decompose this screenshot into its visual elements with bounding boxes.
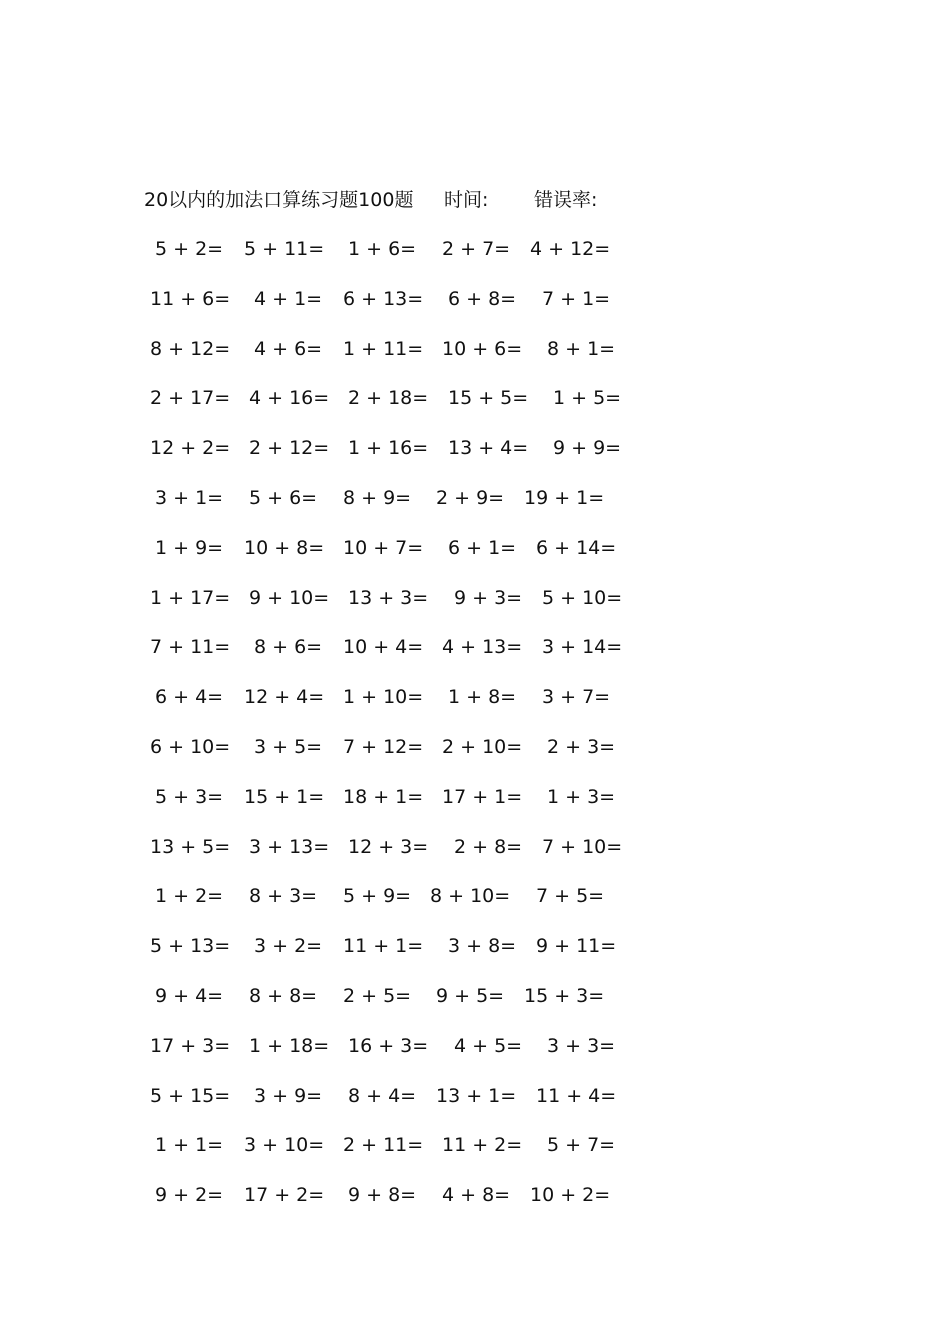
addition-problem: 7 + 12= xyxy=(343,735,424,758)
problem-row xyxy=(0,535,950,585)
addition-problem: 5 + 7= xyxy=(547,1134,616,1157)
addition-problem: 5 + 11= xyxy=(244,238,325,260)
addition-problem: 12 + 4= xyxy=(244,686,325,709)
worksheet-title: 20以内的加法口算练习题100题 xyxy=(144,189,414,211)
addition-problem: 4 + 5= xyxy=(454,1034,523,1057)
addition-problem: 2 + 8= xyxy=(454,835,523,858)
addition-problem: 9 + 8= xyxy=(348,1184,417,1207)
addition-problem: 1 + 5= xyxy=(553,387,622,410)
addition-problem: 7 + 11= xyxy=(150,636,231,659)
addition-problem: 5 + 6= xyxy=(249,486,318,509)
error-rate-label: 错误率: xyxy=(534,189,598,211)
addition-problem: 7 + 10= xyxy=(542,835,623,858)
addition-problem: 2 + 12= xyxy=(249,437,330,460)
addition-problem: 16 + 3= xyxy=(348,1034,429,1057)
addition-problem: 13 + 4= xyxy=(448,437,529,460)
addition-problem: 9 + 9= xyxy=(553,437,622,460)
addition-problem: 15 + 3= xyxy=(524,984,605,1007)
addition-problem: 1 + 17= xyxy=(150,586,231,609)
addition-problem: 1 + 1= xyxy=(155,1134,224,1157)
problem-row xyxy=(0,684,950,734)
addition-problem: 2 + 18= xyxy=(348,387,429,410)
problem-row xyxy=(0,983,950,1033)
addition-problem: 3 + 5= xyxy=(254,735,323,758)
problem-grid xyxy=(0,236,950,1232)
addition-problem: 11 + 1= xyxy=(343,935,424,958)
addition-problem: 17 + 1= xyxy=(442,785,523,808)
problem-row xyxy=(0,883,950,933)
addition-problem: 2 + 17= xyxy=(150,387,231,410)
addition-problem: 8 + 4= xyxy=(348,1084,417,1107)
addition-problem: 6 + 13= xyxy=(343,287,424,310)
addition-problem: 8 + 9= xyxy=(343,486,412,509)
addition-problem: 4 + 12= xyxy=(530,238,611,260)
addition-problem: 6 + 14= xyxy=(536,536,617,559)
addition-problem: 3 + 7= xyxy=(542,686,611,709)
addition-problem: 6 + 4= xyxy=(155,686,224,709)
addition-problem: 2 + 5= xyxy=(343,984,412,1007)
addition-problem: 1 + 9= xyxy=(155,536,224,559)
addition-problem: 4 + 1= xyxy=(254,287,323,310)
addition-problem: 9 + 10= xyxy=(249,586,330,609)
addition-problem: 5 + 15= xyxy=(150,1084,231,1107)
addition-problem: 3 + 3= xyxy=(547,1034,616,1057)
addition-problem: 8 + 8= xyxy=(249,984,318,1007)
addition-problem: 8 + 6= xyxy=(254,636,323,659)
problem-row xyxy=(0,734,950,784)
addition-problem: 3 + 10= xyxy=(244,1134,325,1157)
addition-problem: 4 + 6= xyxy=(254,337,323,360)
time-label: 时间: xyxy=(444,189,489,211)
addition-problem: 15 + 5= xyxy=(448,387,529,410)
addition-problem: 5 + 2= xyxy=(155,238,224,260)
addition-problem: 2 + 3= xyxy=(547,735,616,758)
addition-problem: 10 + 2= xyxy=(530,1184,611,1207)
addition-problem: 5 + 10= xyxy=(542,586,623,609)
addition-problem: 12 + 3= xyxy=(348,835,429,858)
addition-problem: 2 + 10= xyxy=(442,735,523,758)
problem-row xyxy=(0,435,950,485)
addition-problem: 3 + 1= xyxy=(155,486,224,509)
addition-problem: 3 + 13= xyxy=(249,835,330,858)
addition-problem: 4 + 16= xyxy=(249,387,330,410)
addition-problem: 17 + 3= xyxy=(150,1034,231,1057)
problem-row xyxy=(0,385,950,435)
addition-problem: 8 + 10= xyxy=(430,885,511,908)
problem-row xyxy=(0,933,950,983)
addition-problem: 10 + 8= xyxy=(244,536,325,559)
addition-problem: 3 + 8= xyxy=(448,935,517,958)
addition-problem: 4 + 8= xyxy=(442,1184,511,1207)
addition-problem: 5 + 3= xyxy=(155,785,224,808)
addition-problem: 6 + 10= xyxy=(150,735,231,758)
addition-problem: 7 + 1= xyxy=(542,287,611,310)
addition-problem: 3 + 2= xyxy=(254,935,323,958)
addition-problem: 13 + 3= xyxy=(348,586,429,609)
addition-problem: 11 + 6= xyxy=(150,287,231,310)
addition-problem: 15 + 1= xyxy=(244,785,325,808)
problem-row xyxy=(0,286,950,336)
addition-problem: 10 + 4= xyxy=(343,636,424,659)
addition-problem: 13 + 5= xyxy=(150,835,231,858)
addition-problem: 6 + 8= xyxy=(448,287,517,310)
addition-problem: 2 + 7= xyxy=(442,238,511,260)
addition-problem: 1 + 8= xyxy=(448,686,517,709)
problem-row xyxy=(0,1083,950,1133)
addition-problem: 1 + 18= xyxy=(249,1034,330,1057)
addition-problem: 1 + 2= xyxy=(155,885,224,908)
addition-problem: 9 + 2= xyxy=(155,1184,224,1207)
problem-row xyxy=(0,336,950,386)
addition-problem: 11 + 2= xyxy=(442,1134,523,1157)
addition-problem: 2 + 9= xyxy=(436,486,505,509)
addition-problem: 5 + 9= xyxy=(343,885,412,908)
problem-row xyxy=(0,834,950,884)
addition-problem: 1 + 3= xyxy=(547,785,616,808)
problem-row xyxy=(0,1033,950,1083)
problem-row xyxy=(0,784,950,834)
problem-row xyxy=(0,1132,950,1182)
addition-problem: 5 + 13= xyxy=(150,935,231,958)
addition-problem: 4 + 13= xyxy=(442,636,523,659)
problem-row xyxy=(0,485,950,535)
addition-problem: 1 + 16= xyxy=(348,437,429,460)
addition-problem: 9 + 5= xyxy=(436,984,505,1007)
addition-problem: 1 + 10= xyxy=(343,686,424,709)
addition-problem: 10 + 7= xyxy=(343,536,424,559)
addition-problem: 19 + 1= xyxy=(524,486,605,509)
addition-problem: 3 + 14= xyxy=(542,636,623,659)
addition-problem: 12 + 2= xyxy=(150,437,231,460)
addition-problem: 8 + 3= xyxy=(249,885,318,908)
addition-problem: 17 + 2= xyxy=(244,1184,325,1207)
addition-problem: 9 + 3= xyxy=(454,586,523,609)
addition-problem: 11 + 4= xyxy=(536,1084,617,1107)
addition-problem: 6 + 1= xyxy=(448,536,517,559)
addition-problem: 2 + 11= xyxy=(343,1134,424,1157)
problem-row xyxy=(0,585,950,635)
addition-problem: 8 + 12= xyxy=(150,337,231,360)
problem-row xyxy=(0,634,950,684)
addition-problem: 8 + 1= xyxy=(547,337,616,360)
addition-problem: 1 + 6= xyxy=(348,238,417,260)
addition-problem: 10 + 6= xyxy=(442,337,523,360)
addition-problem: 1 + 11= xyxy=(343,337,424,360)
problem-row xyxy=(0,236,950,286)
addition-problem: 3 + 9= xyxy=(254,1084,323,1107)
addition-problem: 9 + 4= xyxy=(155,984,224,1007)
addition-problem: 18 + 1= xyxy=(343,785,424,808)
problem-row xyxy=(0,1182,950,1232)
addition-problem: 9 + 11= xyxy=(536,935,617,958)
addition-problem: 7 + 5= xyxy=(536,885,605,908)
addition-problem: 13 + 1= xyxy=(436,1084,517,1107)
